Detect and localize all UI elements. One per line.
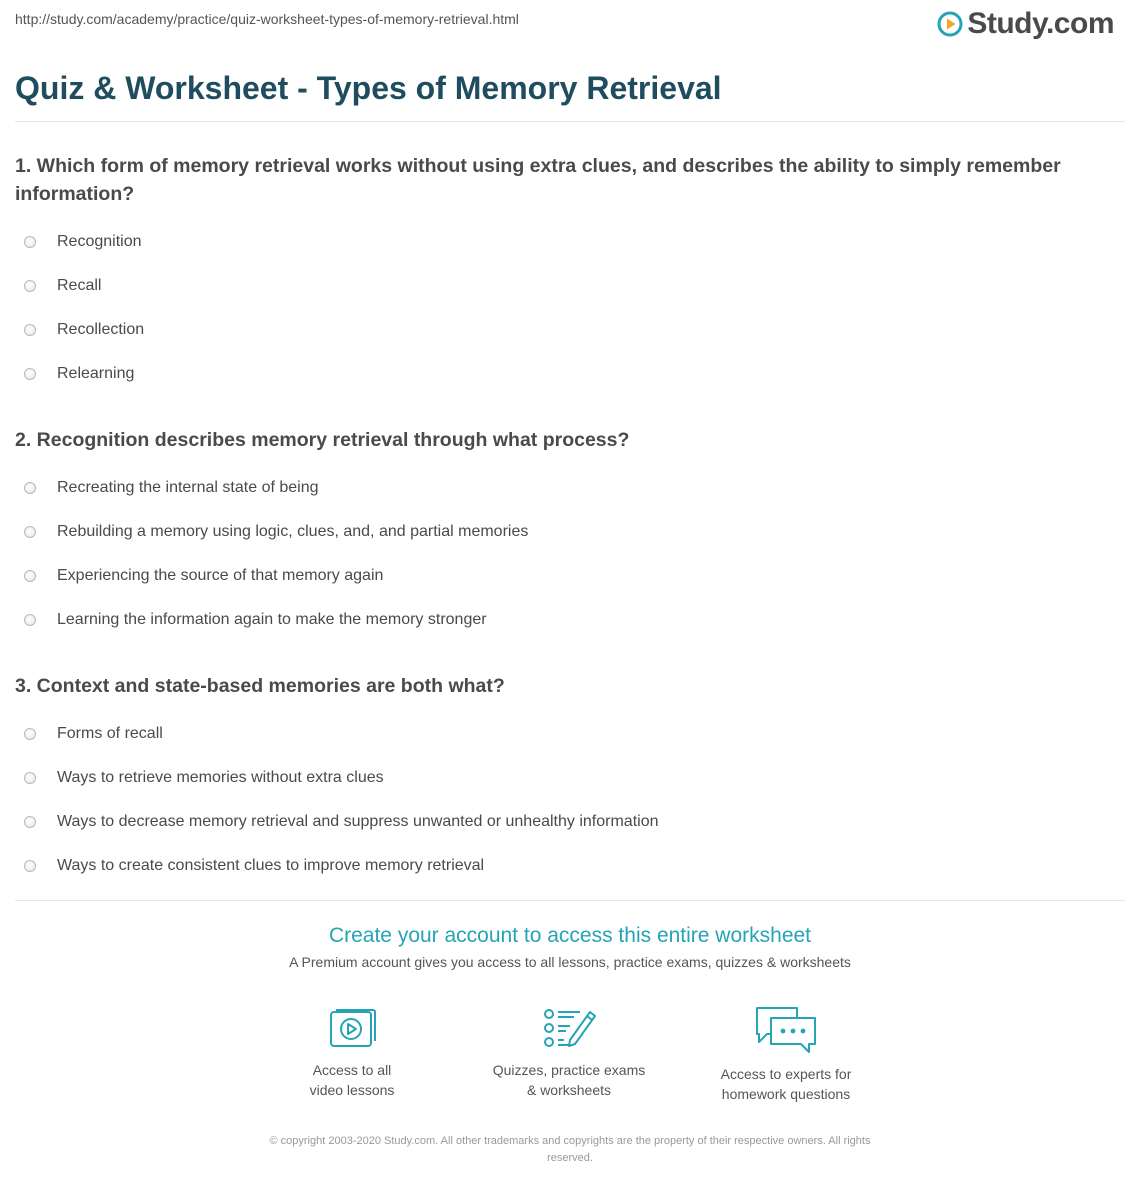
option-label: Ways to retrieve memories without extra clues <box>57 769 384 786</box>
question-3 <box>15 672 1130 888</box>
chat-bubbles-icon <box>753 1004 819 1056</box>
feature-label-line1: Quizzes, practice exams <box>492 1062 646 1078</box>
answer-option[interactable] <box>15 220 1130 264</box>
answer-option[interactable] <box>15 510 1130 554</box>
option-label: Relearning <box>57 365 135 382</box>
feature-video-lessons <box>252 1004 452 1100</box>
answer-option[interactable] <box>15 466 1130 510</box>
play-circle-icon <box>937 11 963 37</box>
copyright-line2: reserved. <box>547 1152 593 1164</box>
question-2 <box>15 426 1130 642</box>
question-text: 1. Which form of memory retrieval works without using extra clues, and describes the ability to simply remember information? <box>15 155 1061 205</box>
feature-label-line2: homework questions <box>721 1086 851 1102</box>
radio-button[interactable] <box>24 816 36 828</box>
feature-quizzes <box>469 1004 669 1100</box>
radio-button[interactable] <box>24 280 36 292</box>
option-label: Ways to decrease memory retrieval and suppress unwanted or unhealthy information <box>57 813 659 830</box>
option-label: Recreating the internal state of being <box>57 479 319 496</box>
option-label: Learning the information again to make the memory stronger <box>57 611 487 628</box>
answer-option[interactable] <box>15 712 1130 756</box>
feature-experts <box>686 1004 886 1104</box>
option-label: Recognition <box>57 233 142 250</box>
option-label: Recollection <box>57 321 145 338</box>
feature-label-line2: video lessons <box>309 1082 395 1098</box>
top-bar <box>0 0 1140 50</box>
promo-title[interactable]: Create your account to access this entire worksheet <box>328 924 812 947</box>
answer-option[interactable] <box>15 308 1130 352</box>
page-title: Quiz & Worksheet - Types of Memory Retrieval <box>15 70 722 106</box>
option-label: Rebuilding a memory using logic, clues, and, and partial memories <box>57 523 529 540</box>
feature-label-line1: Access to experts for <box>720 1066 852 1082</box>
features-row <box>0 1004 1140 1114</box>
answer-option[interactable] <box>15 598 1130 642</box>
radio-button[interactable] <box>24 236 36 248</box>
radio-button[interactable] <box>24 324 36 336</box>
promo-divider <box>15 900 1125 901</box>
video-lessons-icon <box>325 1004 379 1052</box>
copyright-line1: © copyright 2003-2020 Study.com. All other trademarks and copyrights are the property of their respective owners. All rights <box>269 1135 871 1147</box>
option-label: Experiencing the source of that memory again <box>57 567 384 584</box>
logo-text: Study.com <box>967 7 1114 40</box>
radio-button[interactable] <box>24 526 36 538</box>
answer-option[interactable] <box>15 264 1130 308</box>
option-label: Recall <box>57 277 102 294</box>
feature-label-line2: & worksheets <box>526 1082 612 1098</box>
title-divider <box>15 121 1125 122</box>
radio-button[interactable] <box>24 728 36 740</box>
answer-option[interactable] <box>15 844 1130 888</box>
radio-button[interactable] <box>24 772 36 784</box>
radio-button[interactable] <box>24 570 36 582</box>
option-label: Forms of recall <box>57 725 163 742</box>
radio-button[interactable] <box>24 482 36 494</box>
answer-option[interactable] <box>15 800 1130 844</box>
question-1 <box>15 152 1130 396</box>
radio-button[interactable] <box>24 860 36 872</box>
study-logo[interactable] <box>937 6 1114 42</box>
radio-button[interactable] <box>24 614 36 626</box>
answer-option[interactable] <box>15 554 1130 598</box>
copyright-notice <box>215 1133 925 1167</box>
page-url[interactable]: http://study.com/academy/practice/quiz-worksheet-types-of-memory-retrieval.html <box>15 11 519 27</box>
radio-button[interactable] <box>24 368 36 380</box>
feature-label-line1: Access to all <box>312 1062 392 1078</box>
answer-option[interactable] <box>15 756 1130 800</box>
answer-option[interactable] <box>15 352 1130 396</box>
question-text: 3. Context and state-based memories are both what? <box>15 675 505 697</box>
quiz-checklist-icon <box>540 1004 598 1052</box>
promo-subtitle: A Premium account gives you access to all lessons, practice exams, quizzes & worksheets <box>289 954 851 970</box>
question-text: 2. Recognition describes memory retrieval through what process? <box>15 429 630 451</box>
questions-list <box>15 152 1130 918</box>
option-label: Ways to create consistent clues to improve memory retrieval <box>57 857 485 874</box>
